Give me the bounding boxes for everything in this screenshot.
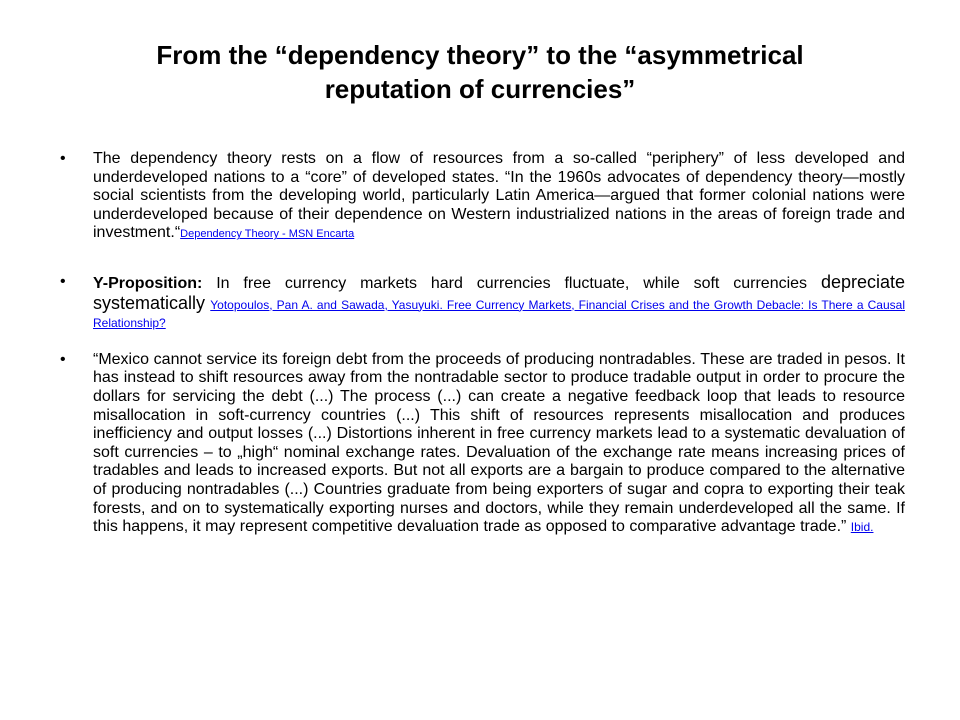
bullet-icon: • — [60, 150, 66, 167]
reference-link-ibid[interactable]: Ibid. — [850, 520, 874, 535]
bullet-item-dependency-theory — [60, 150, 905, 243]
bullet-text-emphasis: depreciate systematically — [93, 271, 905, 313]
bullet-lead-label: Y-Proposition: — [93, 274, 203, 292]
bullet-text: “Mexico cannot service its foreign debt from the proceeds of producing nontradables. These are traded in pesos. It has instead to shift resources away from the nontradable sector to produce tradable output in order to procure the dollars for servicing the debt (...) The process (...) can create a negative feedback loop that leads to resource misallocation in soft-currency countries (...) This shift of resources represents misallocation and produces inefficiency and output losses (...) Distortions inherent in free currency markets lead to a systematic devaluation of soft currencies – to „high“ nominal exchange rates. Devaluation of the exchange rate means increasing prices of tradables and leads to increased exports. But not all exports are a bargain to produce compared to the alternative of producing nontradables (...) Countries graduate from being exporters of sugar and copra to exporting their teak forests, and on to systematically exporting nurses and doctors, while they remain underdeveloped all the same. If this happens, it may represent competitive devaluation trade as opposed to comparative advantage trade.” — [93, 350, 905, 536]
bullet-item-mexico-quote — [60, 351, 905, 537]
reference-link-yotopoulos[interactable]: Yotopoulos, Pan A. and Sawada, Yasuyuki. Free Currency Markets, Financial Crises and the Growth Debacle: Is There a Causal Relationship? — [93, 297, 905, 331]
bullet-icon: • — [60, 350, 66, 368]
bullet-text: The dependency theory rests on a flow of resources from a so-called “periphery” of less developed and underdeveloped nations to a “core” of developed states. “In the 1960s advocates of dependency theory—mostly social scientists from the developing world, particularly Latin America—argued that former colonial nations were underdeveloped because of their dependence on Western industrialized nations in the areas of foreign trade and investment.“ — [93, 150, 905, 242]
reference-link-encarta[interactable]: Dependency Theory - MSN Encarta — [180, 228, 355, 241]
slide-title: From the “dependency theory” to the “asymmetrical reputation of currencies” — [156, 40, 804, 104]
bullet-item-y-proposition — [60, 273, 905, 333]
bullet-text: In free currency markets hard currencies fluctuate, while soft currencies — [202, 274, 821, 292]
bullet-icon: • — [60, 272, 66, 290]
bullet-list — [60, 150, 905, 567]
